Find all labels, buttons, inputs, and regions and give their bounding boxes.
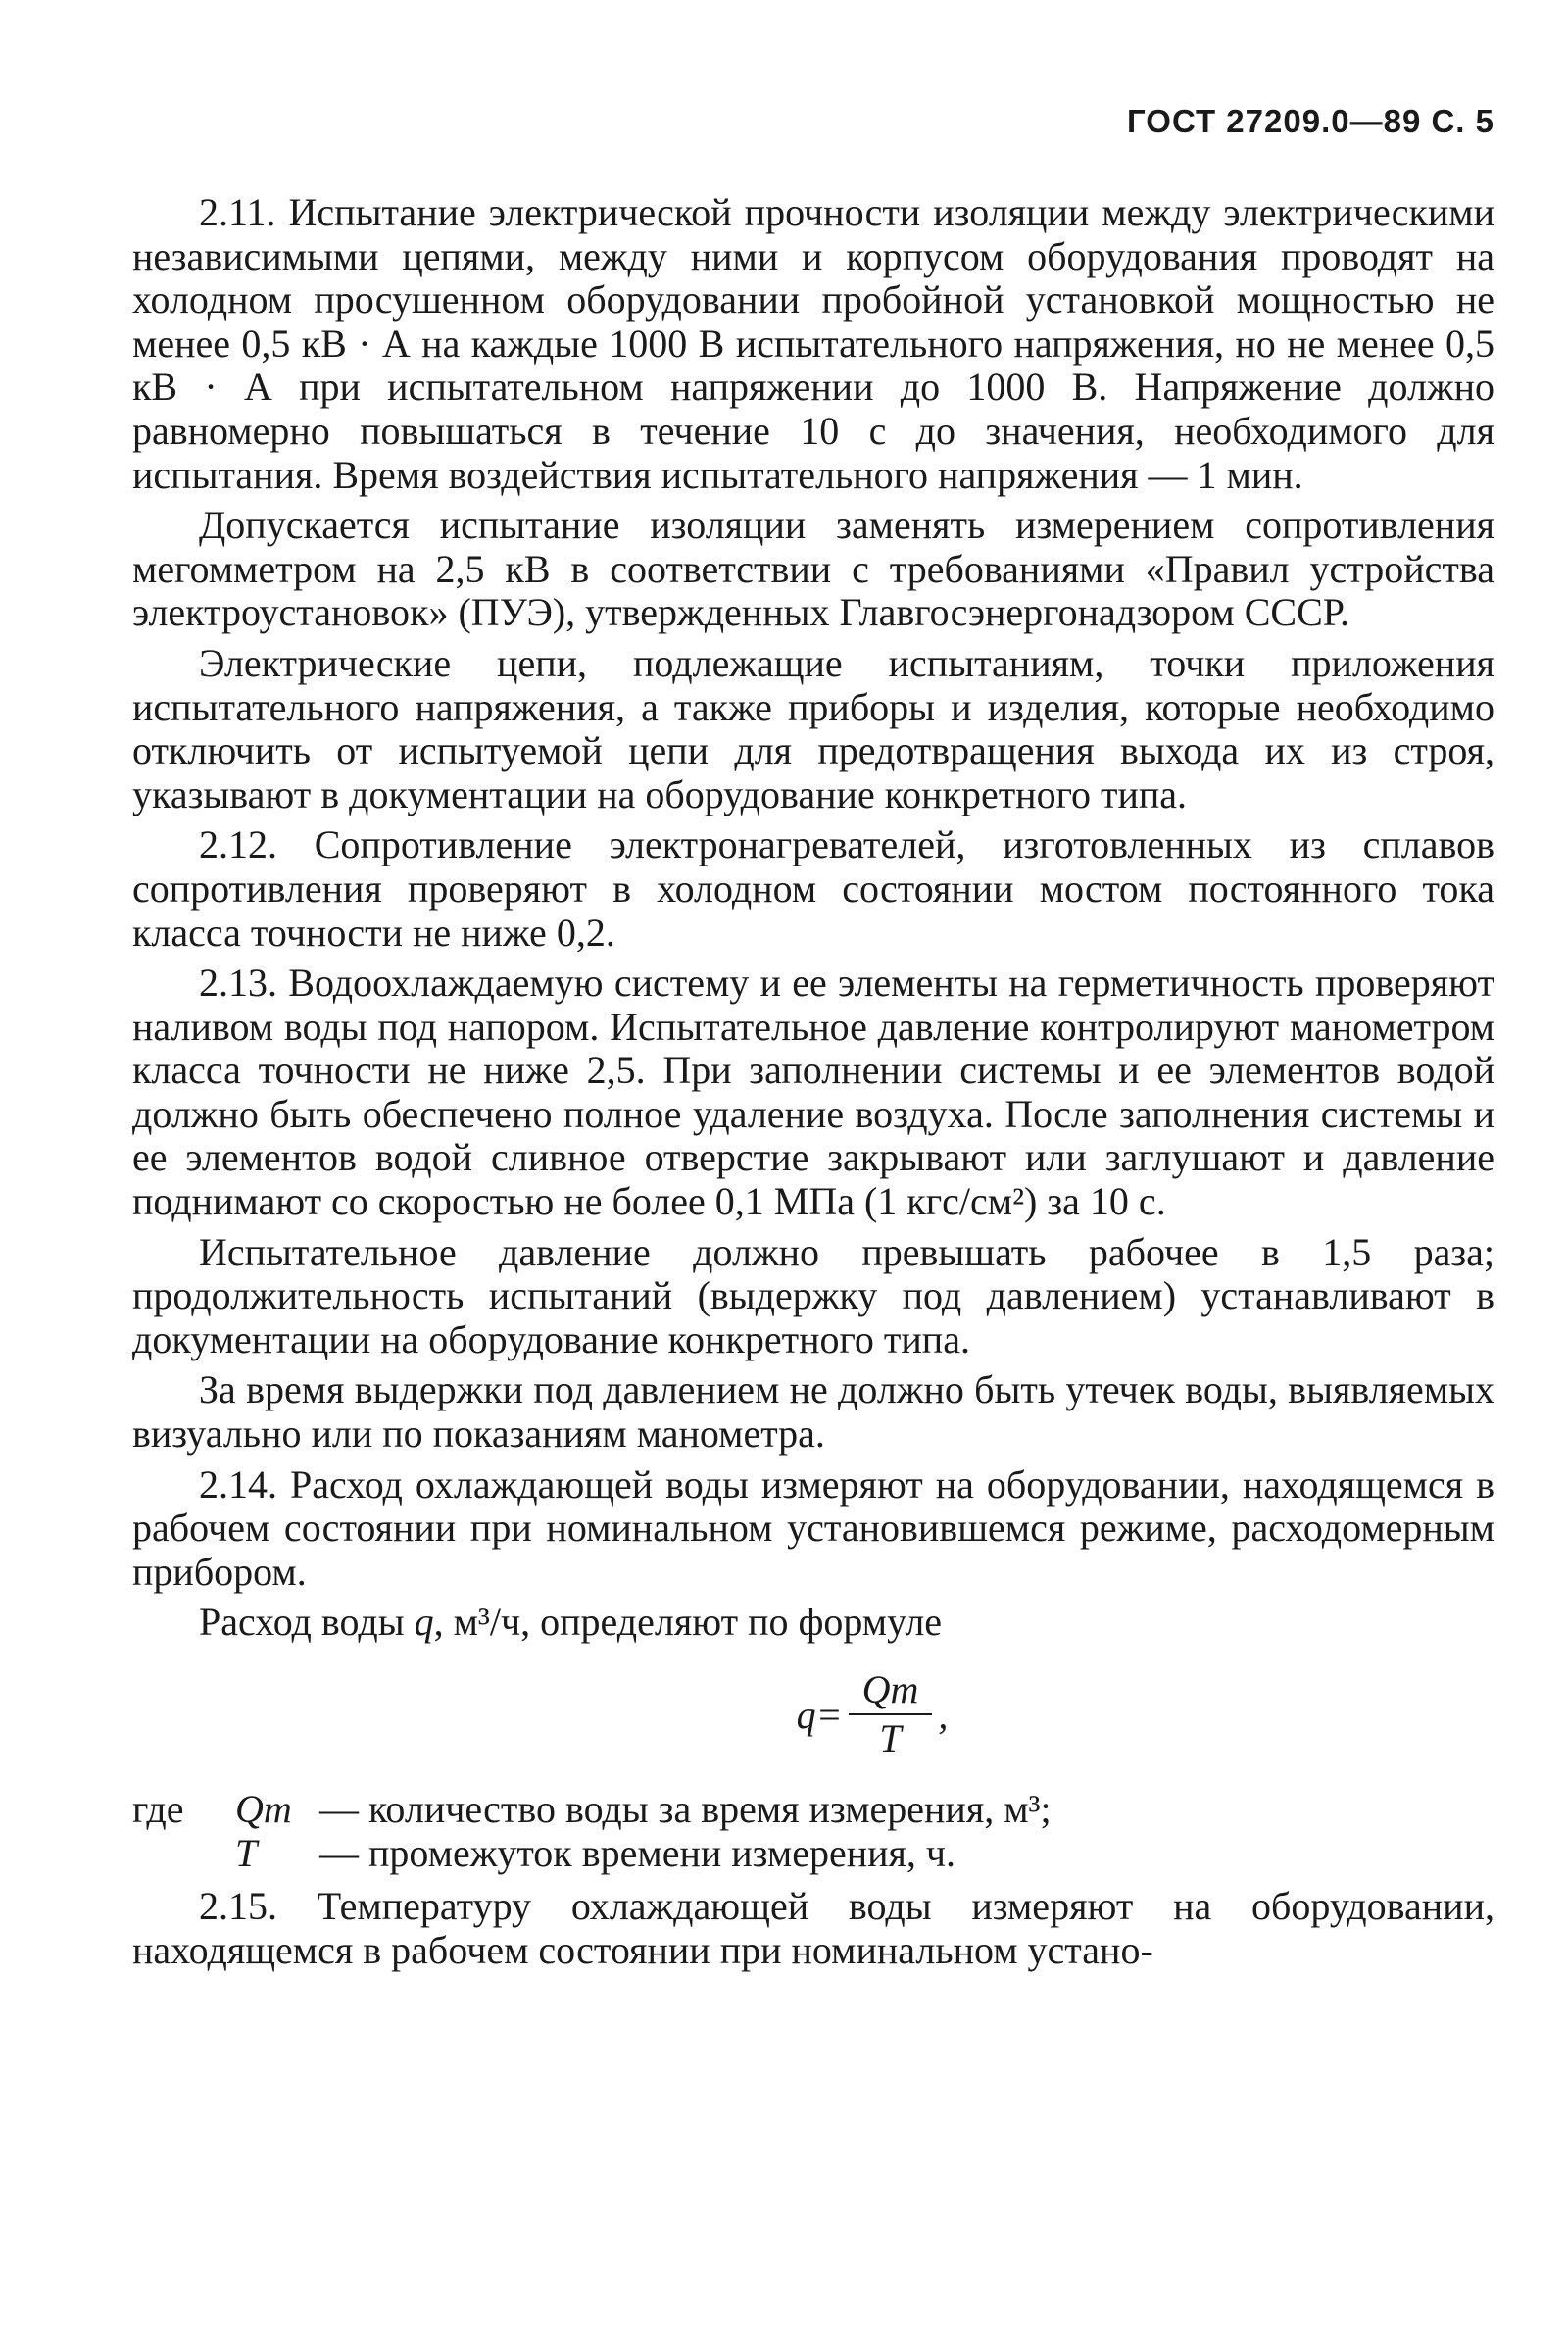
legend-lead: где <box>132 1787 184 1831</box>
legend-symbol: T <box>235 1830 258 1875</box>
paragraph-2-13-pressure: Испытательное давление должно превышать рабочее в 1,5 раза; продолжительность испытаний (выдержку под давлением) устанавливают в документации на оборудование конкретного типа. <box>132 1229 1494 1361</box>
legend-row <box>132 1788 1494 1832</box>
formula-intro-pre: Расход воды <box>199 1600 415 1645</box>
flow-formula <box>250 1668 1494 1760</box>
paragraph-2-15: 2.15. Температуру охлаждающей воды измеряют на оборудовании, находящемся в рабочем состоянии при номинальном устано- <box>132 1884 1494 1972</box>
legend-row <box>132 1832 1494 1876</box>
paragraph-2-11: 2.11. Испытание электрической прочности изоляции между электрическими независимыми цепями, между ними и корпусом оборудования проводят на холодном просушенном оборудовании пробойной установкой мощностью не менее 0,5 кВ · А на каждые 1000 В испытательного напряжения, но не менее 0,5 кВ · А при испытательном напряжении до 1000 В. Напряжение должно равномерно повышаться в течение 10 с до значения, необходимого для испытания. Время воздействия испытательного напряжения — 1 мин. <box>132 190 1494 497</box>
legend-text: — количество воды за время измерения, м³; <box>319 1787 1052 1831</box>
formula-fraction <box>849 1668 933 1760</box>
formula-denominator: T <box>879 1716 902 1760</box>
paragraph-2-11-megohmmeter: Допускается испытание изоляции заменять измерением сопротивления мегомметром на 2,5 кВ в соответствии с требованиями «Правил устройства электроустановок» (ПУЭ), утвержденных Главгосэнергонадзором СССР. <box>132 503 1494 635</box>
formula-intro-post: , м³/ч, определяют по формуле <box>433 1600 943 1645</box>
page-header: ГОСТ 27209.0—89 С. 5 <box>1127 103 1494 139</box>
legend-symbol: Qm <box>235 1787 292 1831</box>
paragraph-2-13: 2.13. Водоохлаждаемую систему и ее элементы на герметичность проверяют наливом воды под напором. Испытательное давление контролируют манометром класса точности не ниже 2,5. При заполнении системы и ее элементов водой должно быть обеспечено полное удаление воздуха. После заполнения системы и ее элементов водой сливное отверстие закрывают или заглушают и давление поднимают со скоростью не более 0,1 МПа (1 кгс/см²) за 10 с. <box>132 961 1494 1224</box>
paragraph-2-12: 2.12. Сопротивление электронагревателей, изготовленных из сплавов сопротивления проверяют в холодном состоянии мостом постоянного тока класса точности не ниже 0,2. <box>132 822 1494 955</box>
formula-intro-var: q <box>414 1600 434 1645</box>
paragraph-2-13-leaks: За время выдержки под давлением не должно быть утечек воды, выявляемых визуально или по показаниям манометра. <box>132 1367 1494 1457</box>
formula-numerator: Qm <box>849 1668 933 1715</box>
formula-legend <box>132 1788 1494 1875</box>
paragraph-2-11-circuits: Электрические цепи, подлежащие испытаниям, точки приложения испытательного напряжения, а также приборы и изделия, которые необходимо отключить от испытуемой цепи для предотвращения выхода их из строя, указывают в документации на оборудование конкретного типа. <box>132 640 1494 816</box>
formula-lhs: q= <box>796 1692 843 1737</box>
paragraph-2-14-formula-intro <box>132 1601 1494 1645</box>
legend-text: — промежуток времени измерения, ч. <box>319 1830 956 1875</box>
paragraph-2-14: 2.14. Расход охлаждающей воды измеряют на оборудовании, находящемся в рабочем состоянии при номинальном установившемся режиме, расходомерным прибором. <box>132 1461 1494 1594</box>
formula-trail: , <box>938 1692 949 1737</box>
